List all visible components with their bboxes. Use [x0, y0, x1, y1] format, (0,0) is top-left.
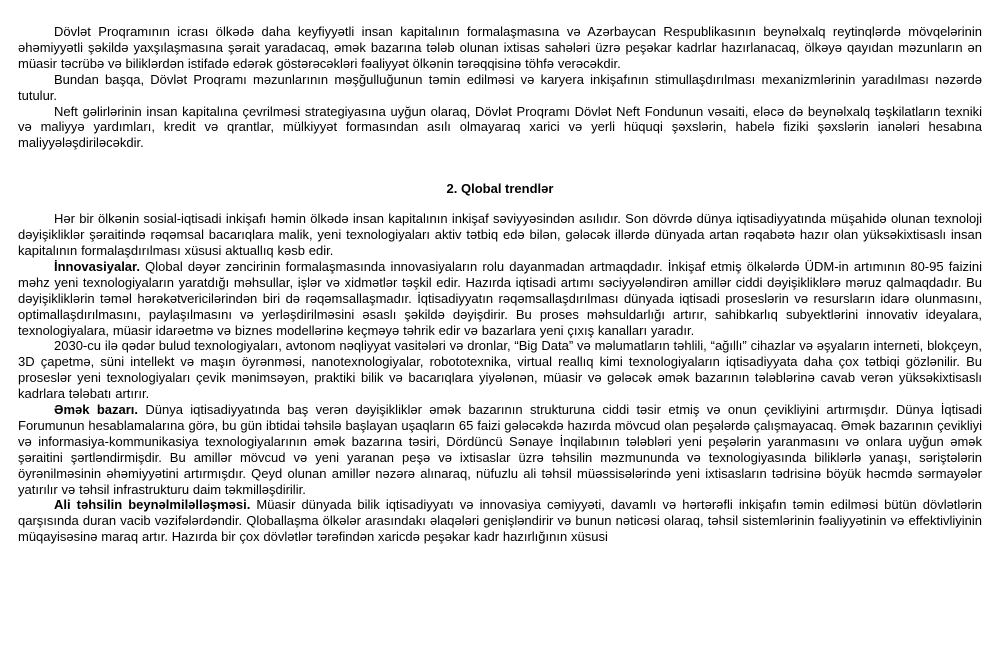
paragraph	[18, 338, 982, 402]
paragraph	[18, 259, 982, 339]
paragraph-text: 2030-cu ilə qədər bulud texnologiyaları, avtonom nəqliyyat vasitələri və dronlar, “Big Data” və məlumatların təhlili, “ağıllı” cihazlar və əşyaların interneti, blokçeyn, 3D çapetmə, süni intellekt və maşın öyrənməsi, nanotexnologiyalar, robototexnika, virtual reallıq kimi texnologiyaların iqtisadiyyata daha çox tətbiqi gözlənilir. Bu proseslər yeni texnologiyaları çevik mənimsəyən, praktiki bilik və bacarıqlara yiyələnən, müasir və gələcək əmək bazarının tələblərinə cavab verən yüksəkixtisaslı kadrlara tələbatı artırır.	[18, 338, 982, 402]
paragraph-text: Neft gəlirlərinin insan kapitalına çevrilməsi strategiyasına uyğun olaraq, Dövlət Proqramı Dövlət Neft Fondunun vəsaiti, eləcə də beynəlxalq təşkilatların texniki və maliyyə yardımları, kredit və qrantlar, mülkiyyət formasından asılı olmayaraq xarici və yerli hüquqi şəxslərin, habelə fiziki şəxslərin ianələri hesabına maliyyələşdiriləcəkdir.	[18, 103, 982, 151]
paragraph-lead-bold: İnnovasiyalar.	[54, 258, 140, 274]
paragraph	[18, 402, 982, 497]
paragraph-text: Bundan başqa, Dövlət Proqramı məzunlarının məşğulluğunun təmin edilməsi və karyera inkişafının stimullaşdırılması mexanizmlərinin yaradılması nəzərdə tutulur.	[18, 71, 982, 103]
paragraph	[18, 24, 982, 72]
paragraph-text: Dünya iqtisadiyyatında baş verən dəyişikliklər əmək bazarının strukturuna ciddi təsir etmiş və onun çevikliyini artırmışdır. Dünya İqtisadi Forumunun hesablamalarına görə, bu gün ibtidai təhsilə başlayan uşaqların 65 faizi gələcəkdə hazırda mövcud olan peşələrdə çalışmayacaq. Əmək bazarının çevikliyi və informasiya-kommunikasiya texnologiyalarının əmək bazarına təsiri, Dördüncü Sənaye İnqilabının tələbləri yeni peşələrin yaranmasını və onlara uyğun əmək şəraitini şərtləndirmişdir. Bu amillər mövcud və yeni yaranan peşə və ixtisaslar üzrə təhsilin məzmununda və texnologiyasında biliklərlə yanaşı, səriştələrin öyrənilməsinin əhəmiyyətini artırmışdır. Qeyd olunan amillər nəzərə alınaraq, nüfuzlu ali təhsil müəssisələrində yeni ixtisasların tədrisinə böyük həcmdə sərmayələr yatırılır və təhsil infrastrukturu daim təkmilləşdirilir.	[18, 402, 982, 497]
paragraph	[18, 104, 982, 152]
section-heading: 2. Qlobal trendlər	[446, 181, 554, 197]
paragraph-text: Qlobal dəyər zəncirinin formalaşmasında innovasiyaların rolu dayanmadan artmaqdadır. İnkişaf etmiş ölkələrdə ÜDM-in artımının 80-95 faizini məhz yeni texnologiyaların yaratdığı məhsullar, işlər və xidmətlər təşkil edir. Hazırda iqtisadi artımı səciyyələndirən amillər ciddi dəyişikliklərə məruz qalmaqdadır. Bu dəyişikliklərin təməl hərəkətvericilərindən biri də rəqəmsallaşmadır. İqtisadiyyatın rəqəmsallaşdırılması dünyada iqtisadi proseslərin və resursların idarə olunmasını, optimallaşdırılmasını, paylaşılmasını və yerləşdirilməsini əsaslı şəkildə dəyişdirir. Bu proses məhsuldarlığı artırır, sahibkarlıq subyektlərini innovativ ideyalara, texnologiyalara, müasir idarəetmə və biznes modellərinə keçməyə təhrik edir və bazarlara yeni çıxış kanalları yaradır.	[18, 258, 982, 338]
paragraph-lead-bold: Əmək bazarı.	[54, 402, 138, 418]
paragraph-lead-bold: Ali təhsilin beynəlmiləlləşməsi.	[54, 497, 251, 513]
paragraph	[18, 72, 982, 104]
paragraph	[18, 211, 982, 259]
paragraph-text: Müasir dünyada bilik iqtisadiyyatı və innovasiya cəmiyyəti, davamlı və hərtərəfli inkişafın təmin edilməsi bütün dövlətlərin qarşısında duran vacib vəzifələrdəndir. Qloballaşma ölkələr arasındakı əlaqələri genişləndirir və bunun nəticəsi olaraq, təhsil sistemlərinin fəaliyyətinin və effektivliyinin müqayisəsinə maraq artır. Hazırda bir çox dövlətlər tərəfindən xaricdə peşəkar kadr hazırlığının xüsusi	[18, 497, 982, 545]
paragraph-text: Dövlət Proqramının icrası ölkədə daha keyfiyyətli insan kapitalının formalaşmasına və Azərbaycan Respublikasının beynəlxalq reytinqlərdə mövqelərinin əhəmiyyətli şəkildə yaxşılaşmasına şərait yaradacaq, əmək bazarına tələb olunan ixtisas sahələri üzrə peşəkar kadrlar hazırlanacaq, ölkəyə qayıdan məzunların ən müasir təcrübə və biliklərdən istifadə edərək göstərəcəkləri fəaliyyət ölkənin tərəqqisinə töhfə verəcəkdir.	[18, 24, 982, 71]
paragraph-text: Hər bir ölkənin sosial-iqtisadi inkişafı həmin ölkədə insan kapitalının inkişaf səviyyəsindən asılıdır. Son dövrdə dünya iqtisadiyyatında müşahidə olunan texnoloji dəyişikliklər şəraitində rəqəmsal bacarıqlara malik, yeni texnologiyaları aktiv tətbiq edə bilən, gələcək illərdə dünyada artan rəqabətə hazır olan yüksəkixtisaslı insan kapitalının formalaşdırılması xüsusi aktuallıq kəsb edir.	[18, 211, 982, 258]
paragraph	[18, 497, 982, 545]
